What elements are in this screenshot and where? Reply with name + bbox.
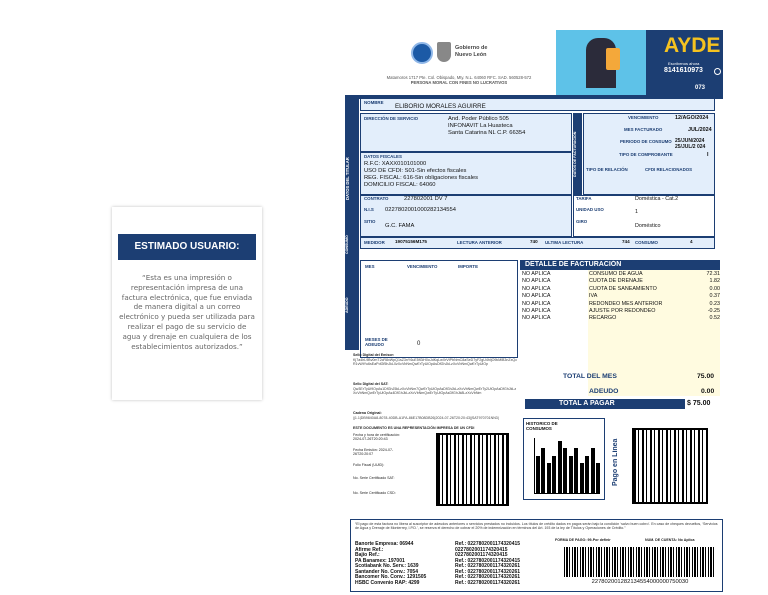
pago-linea-label: Pago en Línea (612, 438, 619, 486)
contrato-value: 227802001 DV 7 (404, 196, 448, 202)
periodo-label: PERIODO DE CONSUMO (620, 139, 672, 144)
detalle-concept: CONSUMO DE AGUA (589, 271, 643, 277)
detalle-concept: REDONDEO MES ANTERIOR (589, 300, 663, 307)
legal-text: “El pago de esta factura no libera al suscriptor de adeudos anteriores o servicios prestados no incluidos. Los títulos de crédito dados en pagos serán bajo la condición ‘salvo buen cobro’. En caso de cheques devueltos, ‘Servicios de Agua y Drenaje de Monterrey, I.P.D.’, se reserva el derecho de cobrar el 20% de indemnización en términos del Art. 193 de la ley de Títulos y Operaciones de Crédito.” (355, 522, 718, 531)
sello-digital-label: Sello Digital del Emisor: (353, 353, 395, 357)
vencimiento-value: 12/AGO/2024 (675, 115, 709, 121)
detalle-concept: CUOTA DE SANEAMIENTO (589, 285, 657, 292)
mes-facturado-value: JUL/2024 (688, 127, 712, 133)
detalle-row (522, 271, 720, 278)
detalle-amount: -0.25 (707, 307, 720, 314)
fiscal-line-2: USO DE CFDI: S01-Sin efectos fiscales (364, 168, 467, 174)
meses-adeudo-label: MESES DE ADEUDO (365, 337, 388, 347)
customer-name: ELIBORIO MORALES AGUIRRE (395, 103, 486, 110)
notice-body: “Esta es una impresión o representación impresa de una factura electrónica, que fue enviada de manera digital a un correo electrónico y pueda ser utilizada para realizar el pago de su servicio de agua y drenaje en cualquiera de los establecimientos autorizados.” (119, 273, 255, 351)
historico-bar (558, 441, 562, 493)
adeudo-mes-label: MES (365, 264, 375, 269)
detalle-code: NO APLICA (522, 307, 551, 314)
mes-facturado-label: MES FACTURADO (624, 127, 663, 132)
detalle-code: NO APLICA (522, 271, 551, 277)
bank-name: HSBC Convenio RAP: 4299 (355, 579, 420, 586)
detalle-amount: 0.52 (709, 315, 720, 322)
historico-bar (574, 448, 578, 493)
historico-bar (591, 448, 595, 493)
historico-bar (541, 448, 545, 493)
consumo-side-label: CONSUMO (345, 235, 349, 255)
tipo-comprobante-value: I (707, 152, 709, 158)
historico-bar (569, 456, 573, 493)
bank-name: Bancomer No. Conv.: 1291505 (355, 574, 427, 580)
detalle-code: NO APLICA (522, 285, 551, 292)
historico-bar (536, 456, 540, 493)
tipo-comprobante-label: TIPO DE COMPROBANTE (619, 152, 673, 157)
cadena-text: ||1.1|DB9840A8-8078-40DB-A1FA-86E17B08DB26|2024-07-26T20:20:43||SAT970701NN3| (353, 416, 499, 420)
agua-drenaje-logo (411, 42, 433, 64)
serie-sat: No. Serie Certificado SAT: (353, 476, 395, 480)
unidad-value: 1 (635, 209, 638, 215)
serie-csd: No. Serie Certificado CSD: (353, 491, 396, 495)
cadena-label: Cadena Original: (353, 411, 382, 415)
barcode-number: 227802001282134554000000750030 (591, 579, 689, 585)
notice-card (112, 207, 262, 400)
detalle-row (522, 278, 720, 285)
bank-ref: Ref.: 0227802001174320415 (455, 541, 521, 547)
cfdi-relacionados-label: CFDI RELACIONADOS (645, 167, 693, 172)
detalle-amount: 0.23 (709, 300, 720, 307)
bank-name: Scotiabank No. Serv.: 1639 (355, 563, 419, 569)
medidor-value: 19075156M175 (395, 239, 427, 244)
sitio-label: SITIO (364, 219, 376, 224)
bank-list (355, 541, 555, 585)
ultima-lectura-label: ULTIMA LECTURA (545, 240, 584, 245)
total-pagar-label: TOTAL A PAGAR (559, 400, 615, 407)
sello-sat-text: Qw3ErTyUi9OpAs1DfGhJ5kLzXcVbNm7QwErTyUiOpAsDfGhJkLzXcVbNmQwErTy2UiOpAsDfGhJkLzXcVbNmQwErTyUiOpAs4DfGhJkLzXcVbNmQwErTyUiOpAsDfGhJk8LzXcVbNm (353, 387, 517, 396)
tipo-relacion-label: TIPO DE RELACIÓN (586, 167, 628, 172)
invoice (345, 30, 728, 595)
bank-ref: Ref.: 0227802001174320415 (455, 557, 521, 564)
detalle-amount: 1.82 (709, 278, 720, 285)
name-label: NOMBRE (364, 100, 384, 105)
cfdi-qr-code (436, 433, 509, 506)
historico-bar (580, 463, 584, 493)
contrato-label: CONTRATO (364, 196, 389, 201)
nis-label: N.I.S (364, 207, 374, 212)
fecha-certificacion: Fecha y hora de certificación: 2024-07-26T20:20:43 (353, 433, 400, 442)
historico-bar (552, 456, 556, 493)
bank-ref: Ref.: 0227802001174320261 (455, 574, 521, 580)
meses-adeudo-value: 0 (417, 341, 421, 347)
phone-icon (606, 48, 620, 70)
total-mes-value: 75.00 (697, 373, 715, 380)
service-line-1: And. Poder Público 505 (448, 116, 509, 122)
detalle-code: NO APLICA (522, 300, 551, 307)
ultima-lectura-value: 744 (622, 239, 630, 244)
detalle-row (522, 293, 720, 300)
num-cuenta: NUM. DE CUENTA: No Aplica (645, 538, 695, 542)
bank-name: Afirme Ref.: (355, 546, 384, 553)
tarifa-label: TARIFA (576, 196, 592, 201)
forma-pago: FORMA DE PAGO: 99-Por definir (555, 538, 611, 542)
detalle-title: DETALLE DE FACTURACIÓN (525, 261, 622, 268)
contract-box (360, 195, 572, 237)
titular-side-label: DATOS DEL TITULAR (345, 157, 350, 201)
service-line-3: Santa Catarina NL C.P. 66354 (448, 130, 526, 136)
fiscal-line-1: R.F.C: XAXX010101000 (364, 161, 427, 167)
historico-bar (596, 463, 600, 493)
bank-ref: Ref.: 0227802001174320261 (455, 579, 521, 586)
consumo-sidebar (345, 230, 359, 260)
ayde-code: 073 (695, 85, 706, 91)
detalle-row (522, 315, 720, 322)
consumo-value: 4 (690, 239, 693, 244)
bank-ref: Ref.: 0227802001174320261 (455, 563, 521, 569)
fiscal-line-3: REG. FISCAL: 616-Sin obligaciones fiscales (364, 175, 479, 181)
giro-value: Doméstico (635, 223, 661, 229)
government-label: Gobierno de Nuevo León (455, 45, 488, 58)
total-mes-label: TOTAL DEL MES (563, 373, 617, 380)
header-address: Matamoros 1717 Pte. Col. Obispado, Mty. N.L. 64060 RFC. SAD. 560528-572 (386, 75, 532, 80)
ayde-banner (556, 30, 723, 95)
detalle-concept: AJUSTE POR REDONDEO (589, 307, 656, 314)
historico-chart (534, 438, 600, 494)
adeudo-importe-label: IMPORTE (458, 264, 479, 269)
detalle-row (522, 286, 720, 293)
total-pagar-value: $ 75.00 (687, 400, 711, 407)
lectura-anterior-label: LECTURA ANTERIOR (457, 240, 502, 245)
medidor-label: MEDIDOR (364, 240, 385, 245)
historico-title: HISTORICO DE CONSUMOS (526, 421, 558, 431)
sello-digital-text: Kj7a4hL9Bv0mT2cR8xWpQ1sZ3nY6uE5fGiH0oJdKqLwXrVtPbNmC8aSeD7yF2gU4hIjO9kMlB3nZxQcR1vWtYu6sEaPdGf5hJkL0zXcVbNmQwErTyUiOpAsDfGhJkLzXcVbNmQwErTyUiOp (353, 358, 517, 367)
nis-value: 0227802001000282134554 (385, 207, 456, 213)
detalle-code: NO APLICA (522, 315, 551, 322)
detalle-code: NO APLICA (522, 278, 551, 285)
tarifa-value: Doméstica - Cat.2 (635, 196, 679, 202)
bank-name: Bajío Ref.: (355, 552, 380, 558)
payment-barcode (564, 547, 716, 577)
bank-ref: 0227802001174320415 (455, 546, 508, 553)
giro-label: GIRO (576, 219, 588, 224)
historico-bar (547, 463, 551, 493)
bank-ref: Ref.: 0227802001174320261 (455, 568, 521, 575)
adeudo-sidebar (345, 260, 359, 350)
fiscal-line-4: DOMICILIO FISCAL: 64060 (364, 182, 436, 188)
fiscal-label: DATOS FISCALES (364, 154, 402, 159)
detalle-amount: 72.31 (706, 271, 720, 277)
detalle-code: NO APLICA (522, 293, 551, 300)
periodo-value: 25/JUN/2024 25/JUL/2 024 (675, 138, 706, 150)
bank-name: PA Banamex: 197001 (355, 557, 405, 564)
detalle-row (522, 308, 720, 315)
detalle-amount: 0.37 (709, 293, 720, 300)
consumo-label: CONSUMO (635, 240, 658, 245)
fecha-emision: Fecha Emisión: 2024-07-26T20:20:07 (353, 448, 394, 457)
adeudo-vencimiento-label: VENCIMIENTO (407, 264, 438, 269)
detalle-amount: 0.00 (709, 285, 720, 292)
detalle-rows (522, 271, 720, 323)
adeudo-side-label: ADEUDO (345, 297, 349, 313)
lectura-anterior-value: 740 (530, 239, 538, 244)
sitio-value: G.C. FAMA (385, 223, 415, 229)
facturacion-sidebar (573, 113, 582, 195)
bank-name: Santander No. Conv.: 7054 (355, 568, 418, 575)
bank-row (355, 580, 555, 586)
detalle-row (522, 301, 720, 308)
whatsapp-icon (714, 68, 721, 75)
adeudo-total-value: 0.00 (701, 388, 715, 395)
service-label: DIRECCIÓN DE SERVICIO (364, 116, 419, 121)
sello-sat-label: Sello Digital del SAT: (353, 382, 389, 386)
ayde-subtitle: Escríbenos ahora (668, 61, 700, 66)
pago-qr-code (632, 428, 708, 504)
header-entity: PERSONA MORAL CON FINES NO LUCRATIVOS (410, 80, 508, 85)
unidad-label: UNIDAD USO (576, 207, 604, 212)
historico-bar (563, 448, 567, 493)
bank-ref: 0227802001174320415 (455, 552, 508, 558)
bank-name: Banorte Empresa: 06944 (355, 541, 414, 547)
cfdi-leyenda: ESTE DOCUMENTO ES UNA REPRESENTACIÓN IMPRESA DE UN CFDI (353, 426, 475, 430)
ayde-phone: 8141610973 (664, 67, 703, 74)
detalle-concept: CUOTA DE DRENAJE (589, 278, 643, 285)
ayde-title: AYDE (664, 34, 721, 57)
vencimiento-label: VENCIMIENTO (628, 115, 659, 120)
service-line-2: INFONAVIT La Huasteca (448, 123, 513, 129)
shield-icon (437, 42, 451, 62)
adeudo-total-label: ADEUDO (589, 388, 619, 395)
detalle-concept: RECARGO (589, 315, 617, 322)
historico-bar (585, 456, 589, 493)
folio-fiscal: Folio Fiscal (UUID): (353, 463, 385, 467)
detalle-concept: IVA (589, 293, 598, 300)
notice-title: ESTIMADO USUARIO: (118, 234, 256, 260)
facturacion-side-label: DATOS DE FACTURACIÓN (573, 131, 577, 177)
